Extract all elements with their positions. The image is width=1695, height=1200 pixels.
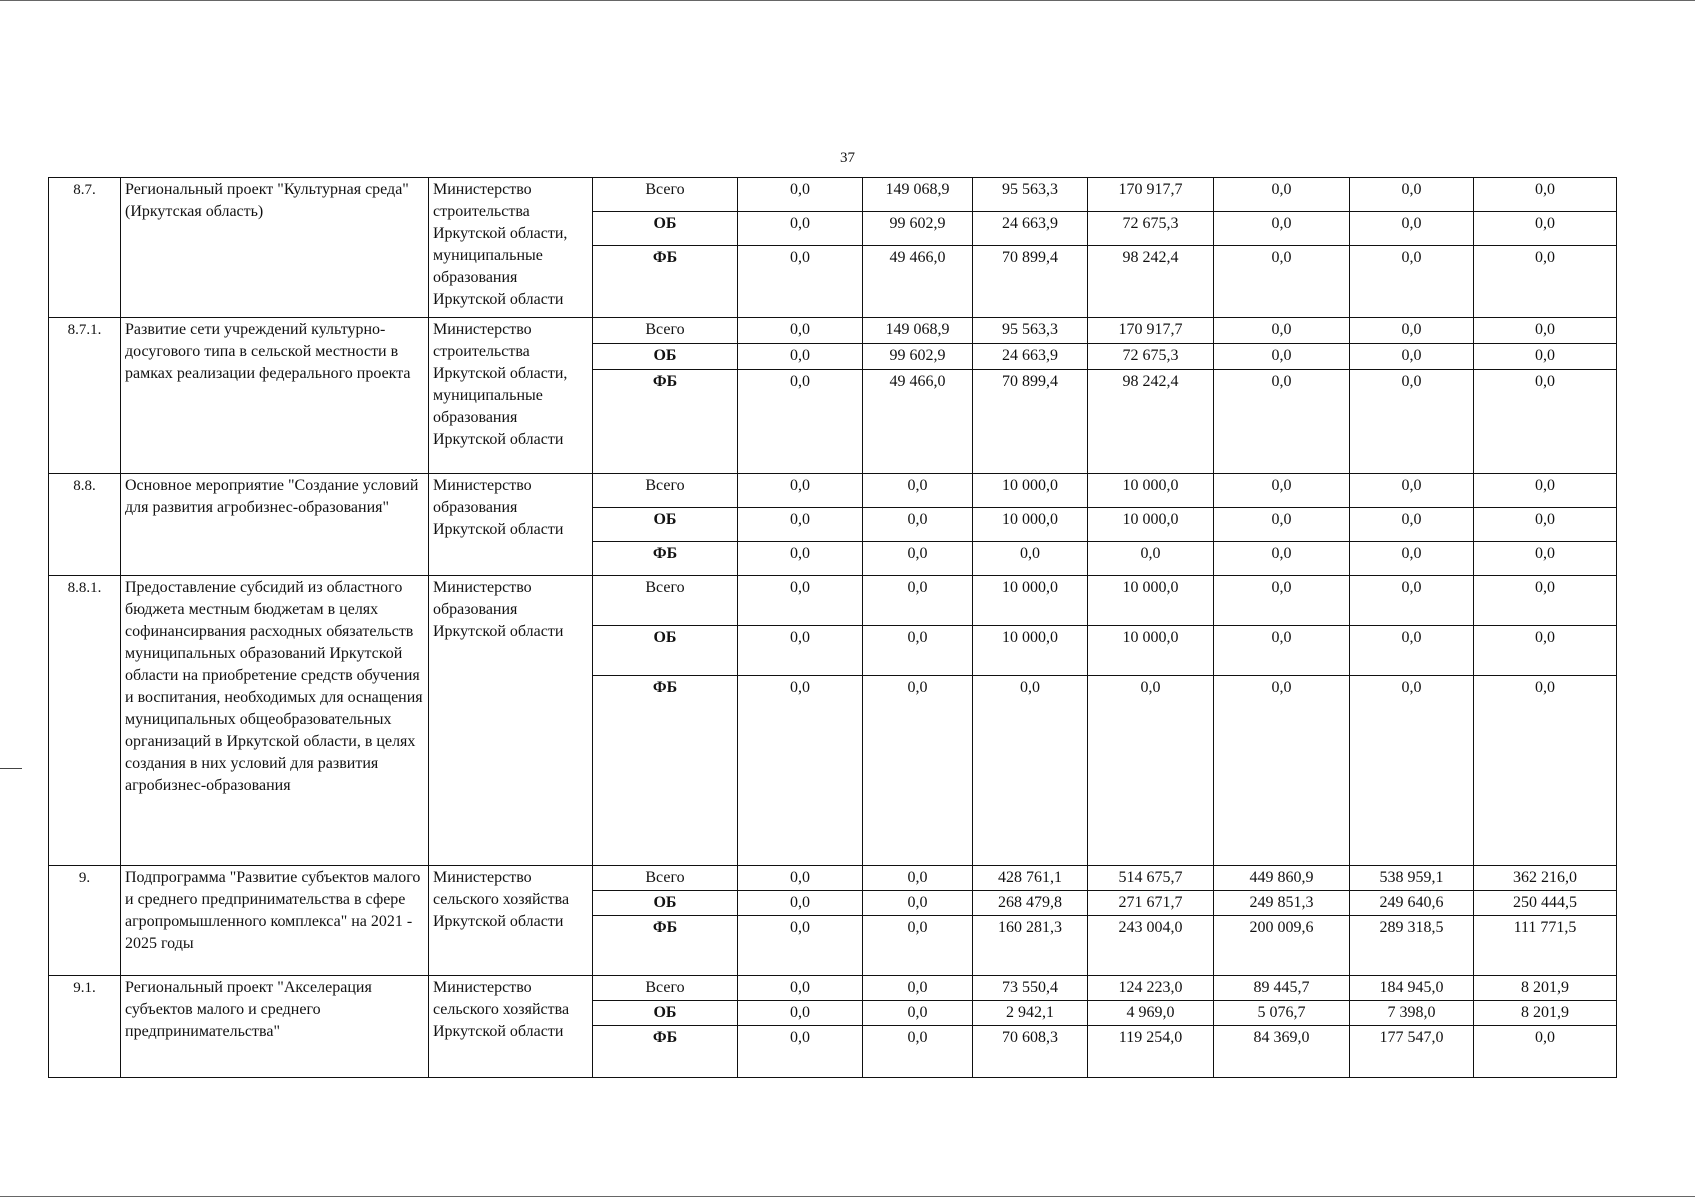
amount-cell: 89 445,7 [1214, 976, 1350, 1001]
amount-cell: 72 675,3 [1088, 344, 1214, 370]
amount-cell: 289 318,5 [1350, 916, 1474, 976]
amount-cell: 0,0 [863, 1026, 973, 1078]
table-row [49, 576, 1617, 626]
amount-cell: 119 254,0 [1088, 1026, 1214, 1078]
funding-source: ФБ [593, 1026, 738, 1078]
table-row [49, 976, 1617, 1001]
amount-cell: 8 201,9 [1474, 1001, 1617, 1026]
amount-cell: 0,0 [1350, 318, 1474, 344]
amount-cell: 0,0 [1474, 542, 1617, 576]
amount-cell: 0,0 [1214, 676, 1350, 866]
amount-cell: 0,0 [1214, 344, 1350, 370]
amount-cell: 0,0 [738, 1026, 863, 1078]
funding-source: ФБ [593, 542, 738, 576]
funding-source: ФБ [593, 246, 738, 318]
amount-cell: 0,0 [863, 542, 973, 576]
amount-cell: 200 009,6 [1214, 916, 1350, 976]
amount-cell: 10 000,0 [973, 576, 1088, 626]
amount-cell: 170 917,7 [1088, 318, 1214, 344]
amount-cell: 0,0 [1088, 676, 1214, 866]
amount-cell: 0,0 [738, 508, 863, 542]
amount-cell: 0,0 [738, 626, 863, 676]
amount-cell: 5 076,7 [1214, 1001, 1350, 1026]
amount-cell: 0,0 [973, 676, 1088, 866]
item-number: 8.7.1. [49, 318, 121, 474]
amount-cell: 0,0 [1350, 626, 1474, 676]
table-row [49, 318, 1617, 344]
amount-cell: 0,0 [1474, 370, 1617, 474]
amount-cell: 149 068,9 [863, 178, 973, 212]
amount-cell: 0,0 [1350, 474, 1474, 508]
amount-cell: 0,0 [738, 866, 863, 891]
amount-cell: 95 563,3 [973, 318, 1088, 344]
amount-cell: 0,0 [1214, 542, 1350, 576]
item-executor: Министерство сельского хозяйства Иркутской области [429, 866, 593, 976]
amount-cell: 98 242,4 [1088, 370, 1214, 474]
amount-cell: 170 917,7 [1088, 178, 1214, 212]
amount-cell: 0,0 [1474, 1026, 1617, 1078]
funding-source: ОБ [593, 212, 738, 246]
amount-cell: 0,0 [1350, 676, 1474, 866]
amount-cell: 0,0 [1474, 508, 1617, 542]
item-executor: Министерство строительства Иркутской области, муниципальные образования Иркутской области [429, 178, 593, 318]
amount-cell: 0,0 [863, 474, 973, 508]
amount-cell: 449 860,9 [1214, 866, 1350, 891]
amount-cell: 73 550,4 [973, 976, 1088, 1001]
amount-cell: 0,0 [863, 866, 973, 891]
amount-cell: 70 608,3 [973, 1026, 1088, 1078]
table-row [49, 866, 1617, 891]
amount-cell: 49 466,0 [863, 246, 973, 318]
amount-cell: 99 602,9 [863, 212, 973, 246]
amount-cell: 84 369,0 [1214, 1026, 1350, 1078]
funding-source: Всего [593, 866, 738, 891]
amount-cell: 0,0 [863, 508, 973, 542]
amount-cell: 0,0 [1350, 508, 1474, 542]
amount-cell: 0,0 [738, 891, 863, 916]
amount-cell: 177 547,0 [1350, 1026, 1474, 1078]
amount-cell: 24 663,9 [973, 344, 1088, 370]
amount-cell: 0,0 [1350, 344, 1474, 370]
amount-cell: 362 216,0 [1474, 866, 1617, 891]
amount-cell: 0,0 [1214, 508, 1350, 542]
funding-source: ОБ [593, 626, 738, 676]
amount-cell: 0,0 [738, 916, 863, 976]
item-number: 9.1. [49, 976, 121, 1078]
amount-cell: 10 000,0 [973, 626, 1088, 676]
amount-cell: 10 000,0 [1088, 474, 1214, 508]
item-name: Подпрограмма "Развитие субъектов малого и среднего предпринимательства в сфере агропромышленного комплекса" на 2021 - 2025 годы [121, 866, 429, 976]
funding-source: Всего [593, 474, 738, 508]
table-row [49, 178, 1617, 212]
amount-cell: 0,0 [1088, 542, 1214, 576]
amount-cell: 0,0 [1214, 370, 1350, 474]
amount-cell: 4 969,0 [1088, 1001, 1214, 1026]
amount-cell: 0,0 [1474, 246, 1617, 318]
amount-cell: 0,0 [1350, 576, 1474, 626]
amount-cell: 0,0 [1474, 344, 1617, 370]
item-executor: Министерство строительства Иркутской области, муниципальные образования Иркутской области [429, 318, 593, 474]
item-executor: Министерство образования Иркутской области [429, 474, 593, 576]
item-name: Предоставление субсидий из областного бюджета местным бюджетам в целях софинансирвания расходных обязательств муниципальных образований Иркутской области на приобретение средств обучения и воспитания, необходимых для оснащения муниципальных общеобразовательных организаций в Иркутской области, в целях создания в них условий для развития агробизнес-образования [121, 576, 429, 866]
item-number: 8.8.1. [49, 576, 121, 866]
item-number: 8.8. [49, 474, 121, 576]
budget-table [48, 177, 1617, 1078]
amount-cell: 184 945,0 [1350, 976, 1474, 1001]
funding-source: Всего [593, 576, 738, 626]
amount-cell: 2 942,1 [973, 1001, 1088, 1026]
amount-cell: 10 000,0 [1088, 576, 1214, 626]
amount-cell: 0,0 [738, 344, 863, 370]
amount-cell: 249 640,6 [1350, 891, 1474, 916]
amount-cell: 0,0 [1474, 626, 1617, 676]
amount-cell: 250 444,5 [1474, 891, 1617, 916]
amount-cell: 0,0 [863, 676, 973, 866]
amount-cell: 0,0 [738, 246, 863, 318]
amount-cell: 7 398,0 [1350, 1001, 1474, 1026]
amount-cell: 0,0 [863, 626, 973, 676]
amount-cell: 0,0 [1474, 676, 1617, 866]
amount-cell: 243 004,0 [1088, 916, 1214, 976]
amount-cell: 10 000,0 [973, 508, 1088, 542]
budget-table-body [49, 178, 1617, 1078]
amount-cell: 0,0 [1474, 212, 1617, 246]
item-number: 9. [49, 866, 121, 976]
amount-cell: 0,0 [738, 178, 863, 212]
item-number: 8.7. [49, 178, 121, 318]
amount-cell: 0,0 [1350, 542, 1474, 576]
amount-cell: 0,0 [1474, 178, 1617, 212]
amount-cell: 0,0 [1214, 178, 1350, 212]
amount-cell: 0,0 [738, 318, 863, 344]
amount-cell: 0,0 [1350, 212, 1474, 246]
funding-source: ФБ [593, 916, 738, 976]
amount-cell: 10 000,0 [973, 474, 1088, 508]
table-row [49, 474, 1617, 508]
amount-cell: 514 675,7 [1088, 866, 1214, 891]
amount-cell: 0,0 [1214, 474, 1350, 508]
page-number: 37 [840, 150, 855, 166]
amount-cell: 70 899,4 [973, 246, 1088, 318]
amount-cell: 0,0 [1474, 576, 1617, 626]
amount-cell: 72 675,3 [1088, 212, 1214, 246]
amount-cell: 149 068,9 [863, 318, 973, 344]
amount-cell: 24 663,9 [973, 212, 1088, 246]
amount-cell: 0,0 [738, 576, 863, 626]
item-executor: Министерство образования Иркутской области [429, 576, 593, 866]
amount-cell: 0,0 [1474, 474, 1617, 508]
amount-cell: 0,0 [738, 542, 863, 576]
amount-cell: 0,0 [863, 576, 973, 626]
amount-cell: 0,0 [738, 676, 863, 866]
scan-edge-top [0, 0, 1695, 1]
amount-cell: 0,0 [1214, 576, 1350, 626]
amount-cell: 0,0 [1214, 318, 1350, 344]
amount-cell: 0,0 [738, 370, 863, 474]
amount-cell: 160 281,3 [973, 916, 1088, 976]
amount-cell: 249 851,3 [1214, 891, 1350, 916]
scan-margin-mark [0, 768, 22, 769]
scan-edge-bottom [0, 1196, 1695, 1197]
amount-cell: 70 899,4 [973, 370, 1088, 474]
amount-cell: 95 563,3 [973, 178, 1088, 212]
amount-cell: 49 466,0 [863, 370, 973, 474]
amount-cell: 0,0 [1214, 626, 1350, 676]
amount-cell: 8 201,9 [1474, 976, 1617, 1001]
amount-cell: 0,0 [863, 1001, 973, 1026]
amount-cell: 0,0 [863, 891, 973, 916]
amount-cell: 0,0 [863, 916, 973, 976]
amount-cell: 0,0 [738, 976, 863, 1001]
amount-cell: 0,0 [1214, 212, 1350, 246]
funding-source: Всего [593, 318, 738, 344]
item-name: Региональный проект "Акселерация субъектов малого и среднего предпринимательства" [121, 976, 429, 1078]
amount-cell: 0,0 [1350, 246, 1474, 318]
amount-cell: 111 771,5 [1474, 916, 1617, 976]
funding-source: ФБ [593, 370, 738, 474]
amount-cell: 10 000,0 [1088, 626, 1214, 676]
amount-cell: 98 242,4 [1088, 246, 1214, 318]
item-name: Основное мероприятие "Создание условий для развития агробизнес-образования" [121, 474, 429, 576]
funding-source: Всего [593, 976, 738, 1001]
funding-source: ОБ [593, 508, 738, 542]
amount-cell: 0,0 [973, 542, 1088, 576]
amount-cell: 0,0 [863, 976, 973, 1001]
amount-cell: 0,0 [1474, 318, 1617, 344]
amount-cell: 10 000,0 [1088, 508, 1214, 542]
amount-cell: 99 602,9 [863, 344, 973, 370]
item-executor: Министерство сельского хозяйства Иркутской области [429, 976, 593, 1078]
item-name: Развитие сети учреждений культурно-досугового типа в сельской местности в рамках реализации федерального проекта [121, 318, 429, 474]
amount-cell: 0,0 [1350, 178, 1474, 212]
amount-cell: 0,0 [738, 1001, 863, 1026]
amount-cell: 0,0 [1214, 246, 1350, 318]
amount-cell: 268 479,8 [973, 891, 1088, 916]
funding-source: ФБ [593, 676, 738, 866]
amount-cell: 0,0 [738, 474, 863, 508]
amount-cell: 124 223,0 [1088, 976, 1214, 1001]
amount-cell: 538 959,1 [1350, 866, 1474, 891]
amount-cell: 271 671,7 [1088, 891, 1214, 916]
amount-cell: 0,0 [1350, 370, 1474, 474]
funding-source: ОБ [593, 344, 738, 370]
amount-cell: 0,0 [738, 212, 863, 246]
funding-source: Всего [593, 178, 738, 212]
item-name: Региональный проект "Культурная среда" (Иркутская область) [121, 178, 429, 318]
funding-source: ОБ [593, 891, 738, 916]
funding-source: ОБ [593, 1001, 738, 1026]
amount-cell: 428 761,1 [973, 866, 1088, 891]
